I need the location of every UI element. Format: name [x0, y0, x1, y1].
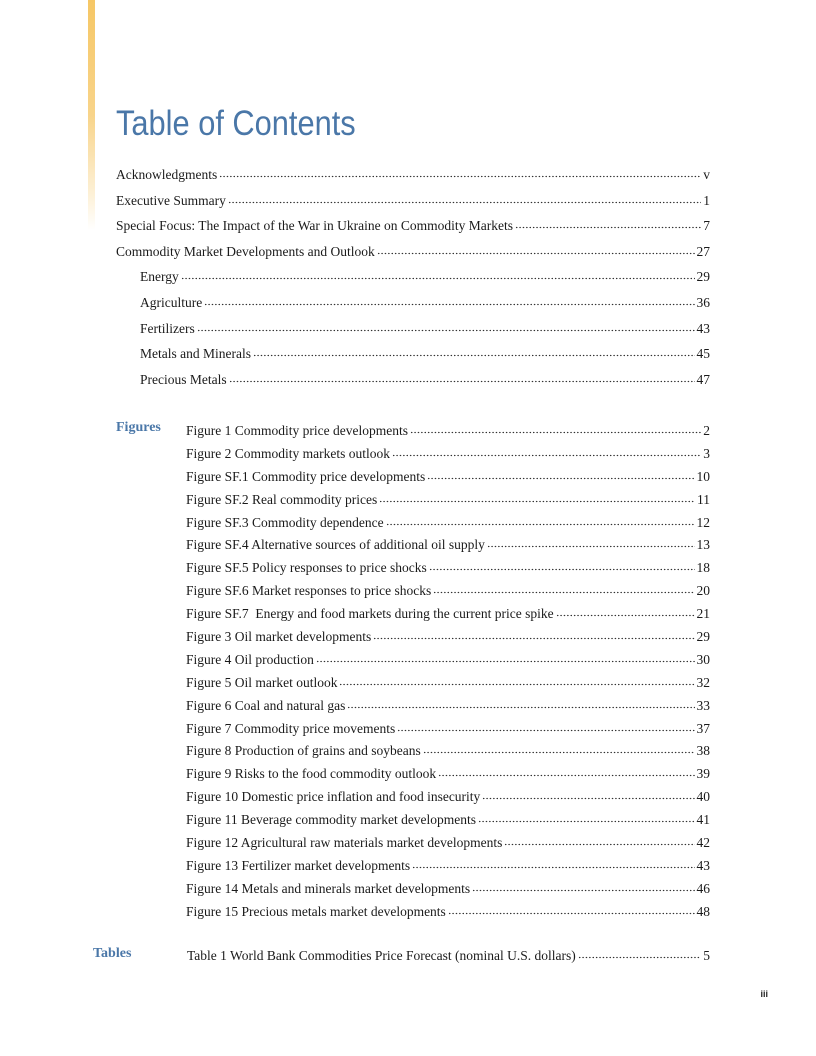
tables-section-label: Tables [93, 946, 132, 961]
dot-leader [397, 717, 694, 733]
dot-leader [410, 419, 701, 435]
figure-entry[interactable] [186, 488, 710, 511]
toc-entry-title: Commodity Market Developments and Outlook [116, 243, 375, 259]
dot-leader [423, 739, 695, 755]
figure-entry-title: Figure SF.6 Market responses to price shocks [186, 583, 432, 599]
toc-entry-title: Metals and Minerals [140, 346, 251, 362]
figure-entry-title: Figure 2 Commodity markets outlook [186, 445, 390, 461]
dot-leader [386, 511, 695, 527]
page-title: Table of Contents [116, 104, 356, 143]
dot-leader [229, 368, 695, 384]
figure-entry-title: Figure 4 Oil production [186, 651, 314, 667]
figure-entry[interactable] [186, 556, 710, 579]
figure-entry-title: Figure 3 Oil market developments [186, 629, 372, 645]
toc-entry-title: Agriculture [140, 294, 203, 310]
toc-entry-fertilizers[interactable] [116, 317, 710, 343]
dot-leader [377, 240, 695, 256]
figure-entry-page: 32 [696, 674, 710, 690]
figure-entry[interactable] [186, 762, 710, 785]
figure-entry[interactable] [186, 717, 710, 740]
figure-entry[interactable] [186, 465, 710, 488]
dot-leader [478, 808, 694, 824]
toc-main-list [116, 163, 710, 393]
figure-entry-title: Figure 6 Coal and natural gas [186, 697, 346, 713]
dot-leader [487, 533, 695, 549]
dot-leader [482, 785, 694, 801]
figure-entry-page: 21 [696, 606, 710, 622]
figure-entry-title: Figure SF.4 Alternative sources of additional oil supply [186, 537, 485, 553]
figure-entry-title: Figure 15 Precious metals market developments [186, 903, 446, 919]
toc-entry-page: 27 [696, 243, 710, 259]
toc-entry-special-focus[interactable] [116, 214, 710, 240]
tables-list [187, 944, 710, 970]
dot-leader [219, 163, 701, 179]
decorative-side-bar [88, 0, 95, 230]
figure-entry-page: 41 [696, 812, 710, 828]
dot-leader [347, 694, 694, 710]
figure-entry-page: 11 [697, 491, 710, 507]
dot-leader [316, 648, 695, 664]
figure-entry[interactable] [186, 808, 710, 831]
dot-leader [339, 671, 694, 687]
dot-leader [556, 602, 695, 618]
dot-leader [433, 579, 694, 595]
figure-entry-page: 38 [696, 743, 710, 759]
dot-leader [373, 625, 694, 641]
dot-leader [427, 465, 694, 481]
dot-leader [578, 944, 701, 960]
toc-entry-title: Acknowledgments [116, 167, 218, 182]
figure-entry-title: Figure 8 Production of grains and soybeans [186, 743, 421, 759]
dot-leader [412, 854, 694, 870]
figure-entry-page: 3 [703, 445, 710, 461]
toc-entry-market-developments[interactable] [116, 240, 710, 266]
toc-entry-page: v [703, 167, 710, 182]
figure-entry-title: Figure SF.2 Real commodity prices [186, 491, 378, 507]
figures-list [186, 419, 710, 923]
figure-entry[interactable] [186, 602, 710, 625]
figure-entry-page: 10 [696, 468, 710, 484]
figure-entry[interactable] [186, 671, 710, 694]
figure-entry[interactable] [186, 533, 710, 556]
toc-entry-page: 1 [703, 192, 710, 208]
dot-leader [197, 317, 695, 333]
table-entry-page: 5 [703, 948, 710, 963]
figure-entry[interactable] [186, 877, 710, 900]
figure-entry-page: 29 [696, 629, 710, 645]
figure-entry[interactable] [186, 511, 710, 534]
toc-entry-page: 47 [696, 371, 710, 387]
figure-entry-page: 42 [696, 835, 710, 851]
figure-entry-title: Figure SF.5 Policy responses to price shocks [186, 560, 427, 576]
dot-leader [515, 214, 701, 230]
dot-leader [504, 831, 694, 847]
dot-leader [379, 488, 695, 504]
figure-entry-title: Figure SF.1 Commodity price developments [186, 468, 426, 484]
figure-entry-page: 2 [703, 423, 710, 438]
figure-entry[interactable] [186, 694, 710, 717]
figure-entry-page: 48 [696, 903, 710, 919]
figure-entry[interactable] [186, 579, 710, 602]
toc-entry-agriculture[interactable] [116, 291, 710, 317]
figure-entry-title: Figure SF.7 Energy and food markets during the current price spike [186, 606, 554, 622]
toc-entry-page: 45 [696, 346, 710, 362]
toc-entry-acknowledgments[interactable] [116, 163, 710, 189]
figure-entry[interactable] [186, 442, 710, 465]
figure-entry-page: 39 [696, 766, 710, 782]
figure-entry-title: Figure 5 Oil market outlook [186, 674, 338, 690]
toc-entry-page: 29 [696, 269, 710, 285]
figure-entry-page: 30 [696, 651, 710, 667]
toc-entry-page: 7 [703, 218, 710, 234]
dot-leader [392, 442, 701, 458]
figure-entry[interactable] [186, 854, 710, 877]
toc-entry-title: Special Focus: The Impact of the War in Ukraine on Commodity Markets [116, 218, 513, 234]
figure-entry-title: Figure 12 Agricultural raw materials market developments [186, 835, 503, 851]
figure-entry-title: Figure 13 Fertilizer market developments [186, 857, 411, 873]
toc-entry-page: 43 [696, 320, 710, 336]
toc-entry-executive-summary[interactable] [116, 189, 710, 215]
dot-leader [204, 291, 694, 307]
figure-entry-title: Figure 14 Metals and minerals market developments [186, 880, 471, 896]
figure-entry-title: Figure 1 Commodity price developments [186, 423, 408, 438]
figure-entry-title: Figure 9 Risks to the food commodity outlook [186, 766, 437, 782]
figures-section-label: Figures [116, 420, 161, 435]
figure-entry-title: Figure 11 Beverage commodity market developments [186, 812, 477, 828]
figure-entry-title: Figure 7 Commodity price movements [186, 720, 396, 736]
dot-leader [448, 900, 695, 916]
figure-entry[interactable] [186, 419, 710, 442]
figure-entry-page: 46 [696, 880, 710, 896]
figure-entry-page: 37 [696, 720, 710, 736]
dot-leader [253, 342, 695, 358]
page-number: iii [760, 989, 768, 999]
toc-entry-precious-metals[interactable] [116, 368, 710, 394]
toc-entry-title: Energy [140, 269, 179, 285]
figure-entry-page: 33 [696, 697, 710, 713]
table-entry[interactable] [187, 944, 710, 970]
dot-leader [429, 556, 695, 572]
figure-entry[interactable] [186, 831, 710, 854]
toc-entry-title: Fertilizers [140, 320, 195, 336]
toc-entry-metals-minerals[interactable] [116, 342, 710, 368]
dot-leader [472, 877, 694, 893]
figure-entry-page: 18 [696, 560, 710, 576]
figure-entry-page: 40 [696, 789, 710, 805]
toc-entry-energy[interactable] [116, 265, 710, 291]
toc-entry-title: Executive Summary [116, 192, 226, 208]
toc-entry-page: 36 [696, 294, 710, 310]
figure-entry-page: 13 [696, 537, 710, 553]
figure-entry-page: 12 [696, 514, 710, 530]
figure-entry-page: 43 [696, 857, 710, 873]
figure-entry[interactable] [186, 785, 710, 808]
figure-entry[interactable] [186, 900, 710, 923]
dot-leader [438, 762, 694, 778]
dot-leader [181, 265, 695, 281]
figure-entry-title: Figure SF.3 Commodity dependence [186, 514, 384, 530]
toc-entry-title: Precious Metals [140, 371, 227, 387]
figure-entry-page: 20 [696, 583, 710, 599]
figure-entry[interactable] [186, 648, 710, 671]
figure-entry[interactable] [186, 625, 710, 648]
table-entry-title: Table 1 World Bank Commodities Price Forecast (nominal U.S. dollars) [187, 948, 576, 963]
dot-leader [228, 189, 701, 205]
figure-entry-title: Figure 10 Domestic price inflation and food insecurity [186, 789, 481, 805]
figure-entry[interactable] [186, 739, 710, 762]
